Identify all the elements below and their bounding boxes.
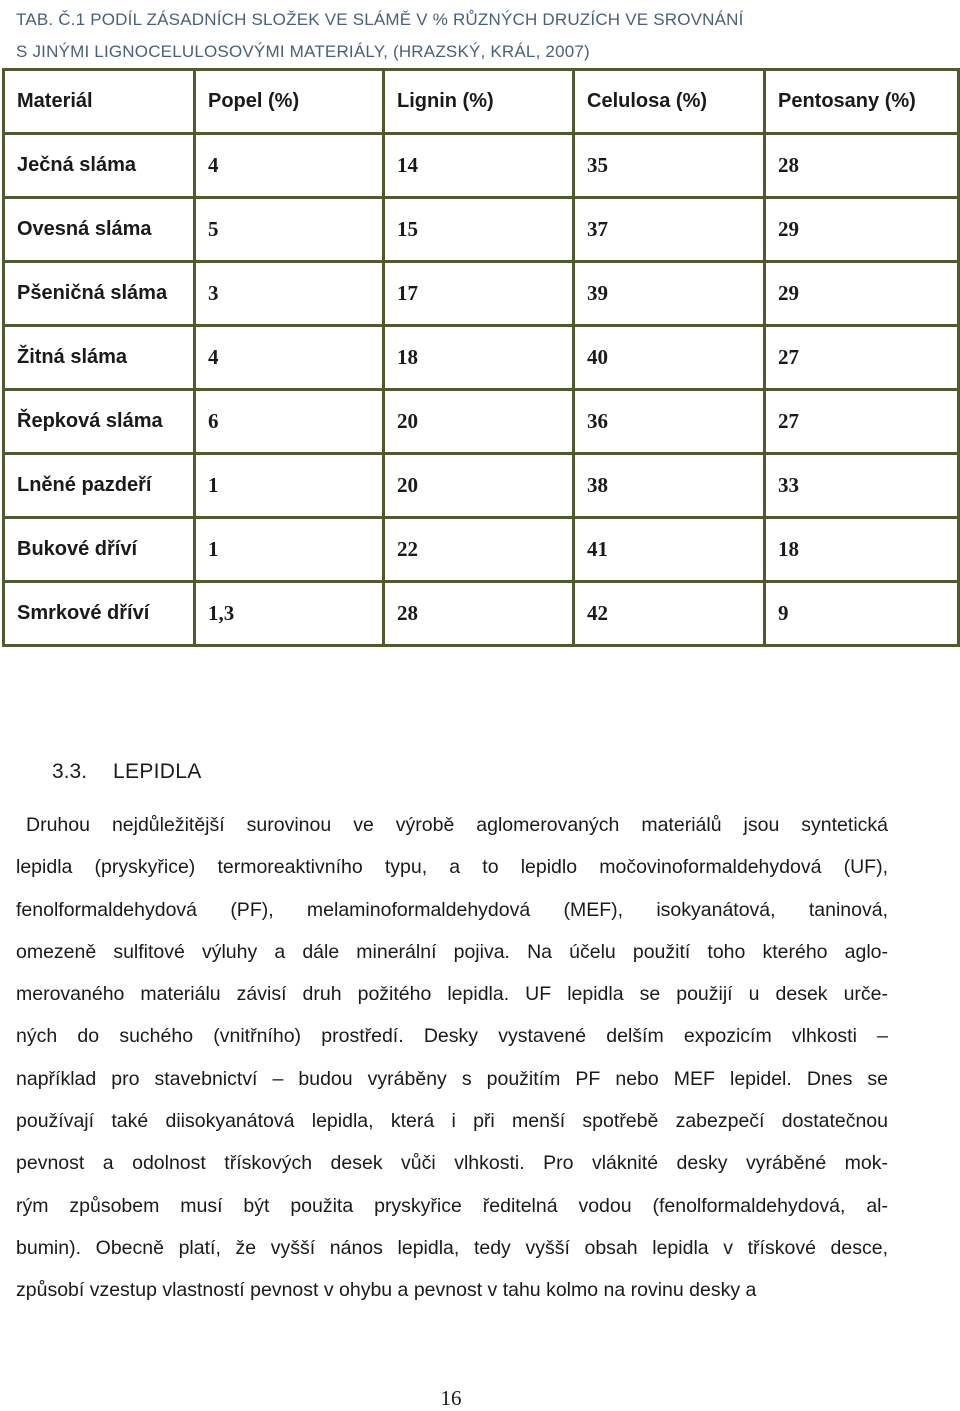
table-cell: 41 [574,518,765,582]
table-row [4,198,959,262]
table-cell: 28 [384,582,574,646]
table-cell: 17 [384,262,574,326]
table-cell: 22 [384,518,574,582]
paragraph-line: merovaného materiálu závisí druh požitého lepidla. UF lepidla se použijí u desek urče- [16,983,888,1006]
table-cell: 20 [384,454,574,518]
table-cell: 18 [765,518,959,582]
column-header-ash: Popel (%) [195,70,384,134]
table-caption [16,4,946,68]
table-cell: 20 [384,390,574,454]
table-row [4,454,959,518]
paragraph-line: způsobí vzestup vlastností pevnost v ohybu a pevnost v tahu kolmo na rovinu desky a [16,1279,757,1302]
table-cell: 9 [765,582,959,646]
table-cell: 29 [765,262,959,326]
table-cell: 5 [195,198,384,262]
table-cell: 15 [384,198,574,262]
table-cell: 1 [195,518,384,582]
paragraph-line: Druhou nejdůležitější surovinou ve výrobě aglomerovaných materiálů jsou syntetická [26,814,888,836]
table-row [4,582,959,646]
table-cell: 18 [384,326,574,390]
paragraph-line: pevnost a odolnost třískových desek vůči vlhkosti. Pro vláknité desky vyráběné mok- [16,1152,888,1175]
table-row [4,390,959,454]
section-heading [52,760,202,784]
paragraph-line: fenolformaldehydová (PF), melaminoformaldehydová (MEF), isokyanátová, taninová, [16,898,888,921]
paragraph-line: bumin). Obecně platí, že vyšší nános lepidla, tedy vyšší obsah lepidla v třískové desce, [16,1236,888,1259]
paragraph-line: lepidla (pryskyřice) termoreaktivního typu, a to lepidlo močovinoformaldehydová (UF), [16,856,888,879]
table-cell: 35 [574,134,765,198]
table-cell-material: Lněné pazdeří [4,454,195,518]
column-header-cellulose: Celulosa (%) [574,70,765,134]
table-cell: 4 [195,134,384,198]
table-row [4,518,959,582]
table-cell: 36 [574,390,765,454]
table-cell: 39 [574,262,765,326]
column-header-pentosans: Pentosany (%) [765,70,959,134]
paragraph-line: používají také diisokyanátová lepidla, která i při menší spotřebě zabezpečí dostatečnou [16,1110,888,1133]
paragraph-line: ných do suchého (vnitřního) prostředí. Desky vystavené delším expozicím vlhkosti – [16,1025,888,1048]
paragraph-line: rým způsobem musí být použita pryskyřice ředitelná vodou (fenolformaldehydová, al- [16,1194,888,1217]
table-cell: 27 [765,390,959,454]
table-cell-material: Pšeničná sláma [4,262,195,326]
table-cell-material: Smrkové dříví [4,582,195,646]
body-paragraph [16,804,888,1312]
table-cell: 6 [195,390,384,454]
table-cell: 1 [195,454,384,518]
table-cell: 14 [384,134,574,198]
table-cell: 27 [765,326,959,390]
table-cell: 28 [765,134,959,198]
caption-line-1: TAB. Č.1 PODÍL ZÁSADNÍCH SLOŽEK VE SLÁMĚ V % RŮZNÝCH DRUZÍCH VE SROVNÁNÍ [16,10,744,29]
table-row [4,326,959,390]
table-cell-material: Ječná sláma [4,134,195,198]
paragraph-line: omezeně sulfitové výluhy a dále minerální pojiva. Na účelu použití toho kterého aglo- [16,940,888,963]
table-cell: 42 [574,582,765,646]
table-cell-material: Bukové dříví [4,518,195,582]
table-cell: 3 [195,262,384,326]
table-cell: 40 [574,326,765,390]
table-header-row [4,70,959,134]
section-number: 3.3. [52,760,88,783]
page-number: 16 [440,1386,462,1410]
column-header-lignin: Lignin (%) [384,70,574,134]
table-cell-material: Ovesná sláma [4,198,195,262]
table-cell: 1,3 [195,582,384,646]
table-cell: 38 [574,454,765,518]
table-row [4,262,959,326]
paragraph-line: například pro stavebnictví – budou vyráběny s použitím PF nebo MEF lepidel. Dnes se [16,1067,888,1090]
table-row [4,134,959,198]
table-cell-material: Řepková sláma [4,390,195,454]
composition-table [2,68,960,647]
table-cell: 4 [195,326,384,390]
table-cell: 33 [765,454,959,518]
column-header-material: Materiál [4,70,195,134]
table-cell-material: Žitná sláma [4,326,195,390]
table-cell: 37 [574,198,765,262]
caption-line-2: S JINÝMI LIGNOCELULOSOVÝMI MATERIÁLY, (HRAZSKÝ, KRÁL, 2007) [16,42,590,61]
table-cell: 29 [765,198,959,262]
section-title: LEPIDLA [113,760,202,783]
